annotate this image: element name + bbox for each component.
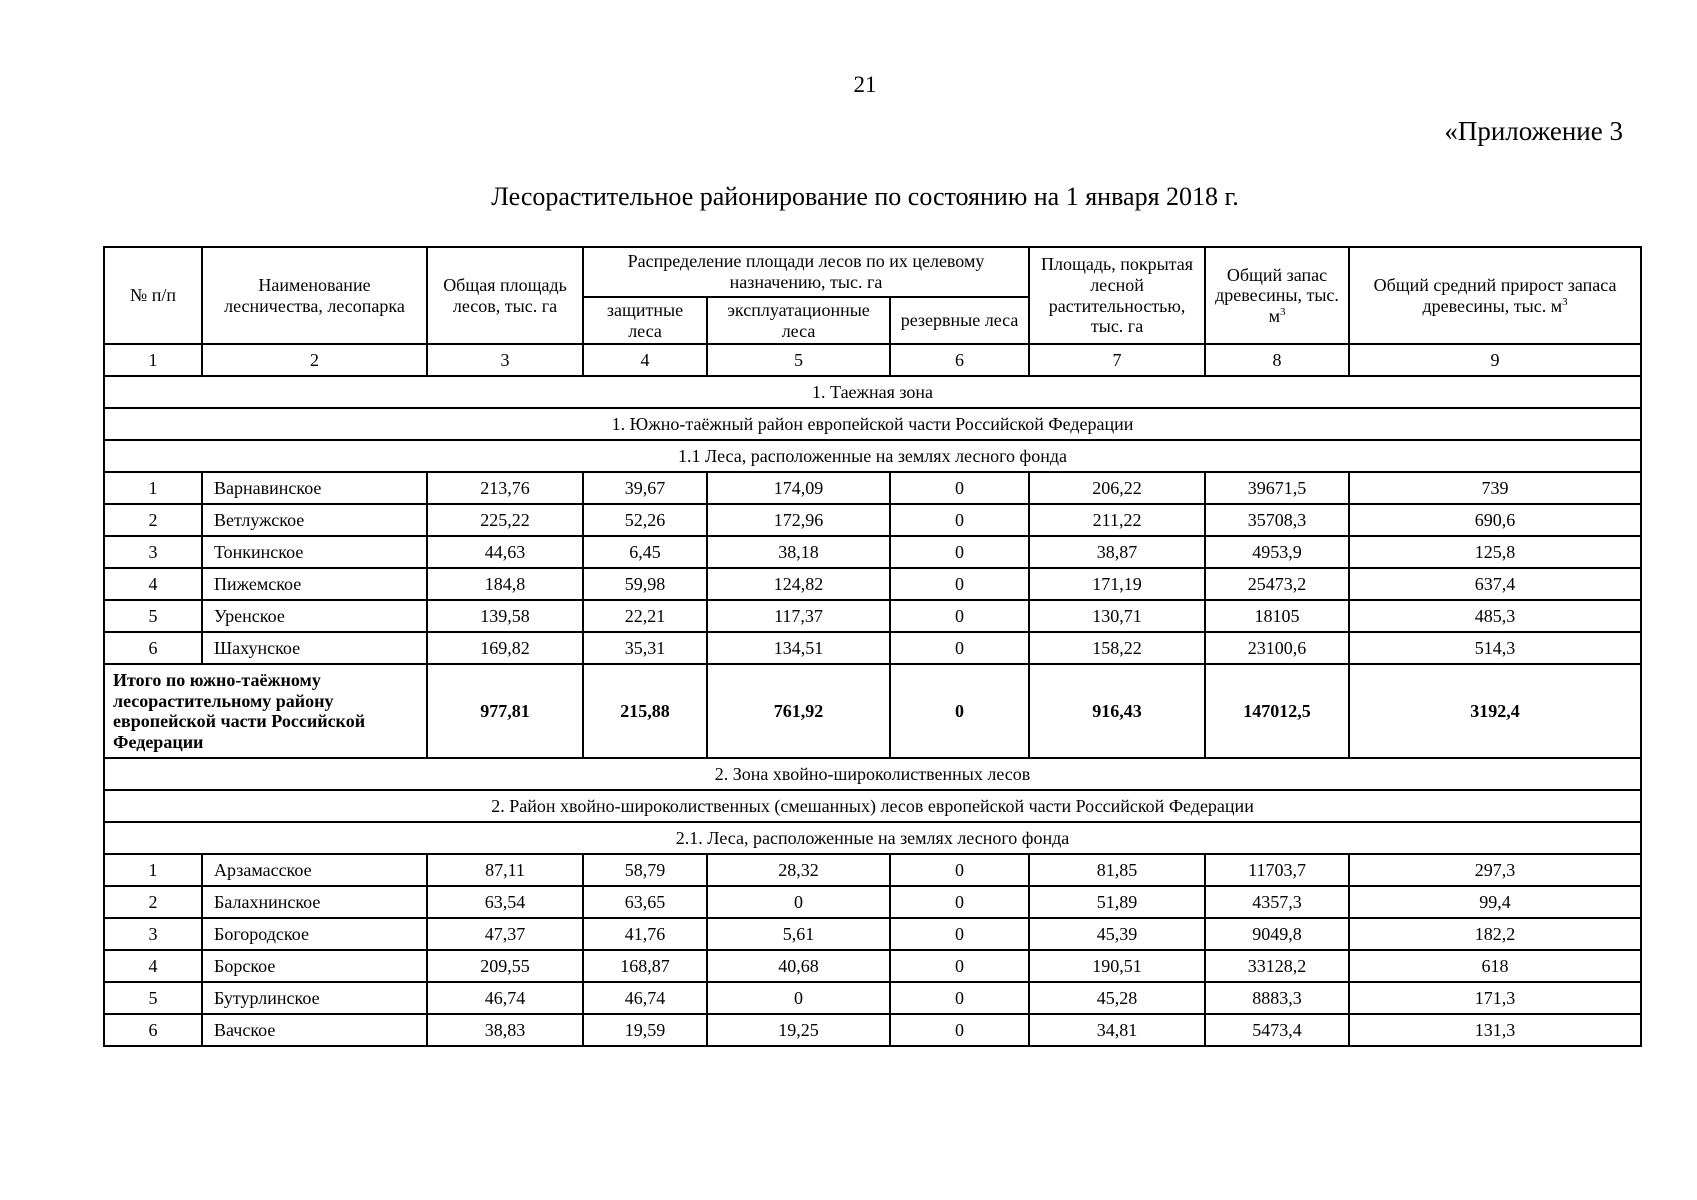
table-row	[104, 854, 1641, 886]
table-row	[104, 600, 1641, 632]
row-number: 5	[104, 600, 202, 632]
zone-1-total-row	[104, 664, 1641, 758]
row-protective: 35,31	[583, 632, 707, 664]
col-number: 1	[104, 344, 202, 376]
header-row	[104, 247, 1641, 297]
row-protective: 52,26	[583, 504, 707, 536]
row-protective: 22,21	[583, 600, 707, 632]
col-number: 4	[583, 344, 707, 376]
row-covered-area: 130,71	[1029, 600, 1205, 632]
row-wood-stock: 9049,8	[1205, 918, 1349, 950]
row-exploitation: 40,68	[707, 950, 890, 982]
row-number: 4	[104, 950, 202, 982]
region-2-row	[104, 790, 1641, 822]
table-row	[104, 886, 1641, 918]
row-number: 6	[104, 1014, 202, 1046]
row-total-area: 213,76	[427, 472, 583, 504]
row-total-area: 225,22	[427, 504, 583, 536]
total-total-area: 977,81	[427, 664, 583, 758]
row-growth: 131,3	[1349, 1014, 1641, 1046]
header-covered-area: Площадь, покрытая лесной растительностью, тыс. га	[1029, 247, 1205, 344]
row-number: 1	[104, 472, 202, 504]
row-name: Борское	[202, 950, 427, 982]
col-number: 9	[1349, 344, 1641, 376]
region-2-title: 2. Район хвойно-широколиственных (смешанных) лесов европейской части Российской Федерации	[104, 790, 1641, 822]
col-number: 3	[427, 344, 583, 376]
row-growth: 171,3	[1349, 982, 1641, 1014]
row-growth: 485,3	[1349, 600, 1641, 632]
table-row	[104, 536, 1641, 568]
row-growth: 514,3	[1349, 632, 1641, 664]
col-number: 5	[707, 344, 890, 376]
row-covered-area: 45,39	[1029, 918, 1205, 950]
row-covered-area: 171,19	[1029, 568, 1205, 600]
row-number: 3	[104, 536, 202, 568]
header-reserve: резервные леса	[890, 297, 1029, 344]
total-exploitation: 761,92	[707, 664, 890, 758]
row-exploitation: 174,09	[707, 472, 890, 504]
row-reserve: 0	[890, 886, 1029, 918]
row-wood-stock: 5473,4	[1205, 1014, 1349, 1046]
header-name: Наименование лесничества, лесопарка	[202, 247, 427, 344]
row-total-area: 184,8	[427, 568, 583, 600]
row-reserve: 0	[890, 536, 1029, 568]
header-protective: защитные леса	[583, 297, 707, 344]
total-label: Итого по южно-таёжному лесорастительному району европейской части Российской Федерации	[104, 664, 427, 758]
row-total-area: 169,82	[427, 632, 583, 664]
row-protective: 39,67	[583, 472, 707, 504]
col-number: 8	[1205, 344, 1349, 376]
table-row	[104, 918, 1641, 950]
header-growth: Общий средний прирост запаса древесины, тыс. $м^3$	[1349, 247, 1641, 344]
row-growth: 739	[1349, 472, 1641, 504]
row-growth: 125,8	[1349, 536, 1641, 568]
row-reserve: 0	[890, 982, 1029, 1014]
row-number: 3	[104, 918, 202, 950]
row-reserve: 0	[890, 504, 1029, 536]
table-row	[104, 1014, 1641, 1046]
row-name: Варнавинское	[202, 472, 427, 504]
row-name: Вачское	[202, 1014, 427, 1046]
row-total-area: 47,37	[427, 918, 583, 950]
total-reserve: 0	[890, 664, 1029, 758]
row-protective: 46,74	[583, 982, 707, 1014]
subsection-2-row	[104, 822, 1641, 854]
appendix-label: «Приложение 3	[1444, 116, 1623, 146]
header-total-area: Общая площадь лесов, тыс. га	[427, 247, 583, 344]
row-exploitation: 0	[707, 982, 890, 1014]
row-growth: 297,3	[1349, 854, 1641, 886]
row-number: 2	[104, 886, 202, 918]
total-covered-area: 916,43	[1029, 664, 1205, 758]
row-wood-stock: 33128,2	[1205, 950, 1349, 982]
row-number: 6	[104, 632, 202, 664]
zone-2-rows	[104, 854, 1641, 1046]
row-number: 2	[104, 504, 202, 536]
total-protective: 215,88	[583, 664, 707, 758]
row-protective: 6,45	[583, 536, 707, 568]
row-wood-stock: 25473,2	[1205, 568, 1349, 600]
table-row	[104, 632, 1641, 664]
row-covered-area: 206,22	[1029, 472, 1205, 504]
zone-1-row	[104, 376, 1641, 408]
header-distribution: Распределение площади лесов по их целевому назначению, тыс. га	[583, 247, 1029, 297]
header-num: № п/п	[104, 247, 202, 344]
row-total-area: 209,55	[427, 950, 583, 982]
zone-1-title: 1. Таежная зона	[104, 376, 1641, 408]
column-number-row	[104, 344, 1641, 376]
zone-2-title: 2. Зона хвойно-широколиственных лесов	[104, 758, 1641, 790]
row-covered-area: 81,85	[1029, 854, 1205, 886]
table-row	[104, 950, 1641, 982]
header-wood-stock: Общий запас древесины, тыс. $м^3$	[1205, 247, 1349, 344]
row-name: Шахунское	[202, 632, 427, 664]
row-exploitation: 134,51	[707, 632, 890, 664]
row-reserve: 0	[890, 950, 1029, 982]
row-growth: 182,2	[1349, 918, 1641, 950]
row-name: Богородское	[202, 918, 427, 950]
total-growth: 3192,4	[1349, 664, 1641, 758]
row-growth: 618	[1349, 950, 1641, 982]
row-exploitation: 5,61	[707, 918, 890, 950]
row-name: Уренское	[202, 600, 427, 632]
row-covered-area: 158,22	[1029, 632, 1205, 664]
row-wood-stock: 4357,3	[1205, 886, 1349, 918]
subsection-1-row	[104, 440, 1641, 472]
zone-2-row	[104, 758, 1641, 790]
col-number: 7	[1029, 344, 1205, 376]
row-reserve: 0	[890, 568, 1029, 600]
row-name: Ветлужское	[202, 504, 427, 536]
row-exploitation: 117,37	[707, 600, 890, 632]
row-growth: 637,4	[1349, 568, 1641, 600]
row-total-area: 63,54	[427, 886, 583, 918]
row-number: 4	[104, 568, 202, 600]
row-covered-area: 45,28	[1029, 982, 1205, 1014]
table-row	[104, 982, 1641, 1014]
row-wood-stock: 23100,6	[1205, 632, 1349, 664]
row-wood-stock: 8883,3	[1205, 982, 1349, 1014]
row-name: Пижемское	[202, 568, 427, 600]
row-covered-area: 51,89	[1029, 886, 1205, 918]
document-title: Лесорастительное районирование по состоянию на 1 января 2018 г.	[491, 182, 1239, 211]
row-reserve: 0	[890, 632, 1029, 664]
col-number: 2	[202, 344, 427, 376]
zone-1-rows	[104, 472, 1641, 664]
row-number: 1	[104, 854, 202, 886]
row-name: Бутурлинское	[202, 982, 427, 1014]
row-growth: 99,4	[1349, 886, 1641, 918]
row-wood-stock: 4953,9	[1205, 536, 1349, 568]
row-wood-stock: 11703,7	[1205, 854, 1349, 886]
forest-zoning-table	[103, 246, 1642, 1047]
region-1-row	[104, 408, 1641, 440]
row-protective: 58,79	[583, 854, 707, 886]
row-covered-area: 211,22	[1029, 504, 1205, 536]
row-exploitation: 0	[707, 886, 890, 918]
row-protective: 63,65	[583, 886, 707, 918]
row-exploitation: 28,32	[707, 854, 890, 886]
page-number: 21	[853, 72, 877, 97]
row-exploitation: 124,82	[707, 568, 890, 600]
row-protective: 19,59	[583, 1014, 707, 1046]
row-total-area: 44,63	[427, 536, 583, 568]
table-row	[104, 472, 1641, 504]
row-covered-area: 34,81	[1029, 1014, 1205, 1046]
row-exploitation: 19,25	[707, 1014, 890, 1046]
row-name: Арзамасское	[202, 854, 427, 886]
row-reserve: 0	[890, 472, 1029, 504]
table-row	[104, 568, 1641, 600]
subsection-2-title: 2.1. Леса, расположенные на землях лесного фонда	[104, 822, 1641, 854]
row-wood-stock: 35708,3	[1205, 504, 1349, 536]
row-exploitation: 38,18	[707, 536, 890, 568]
row-name: Балахнинское	[202, 886, 427, 918]
row-number: 5	[104, 982, 202, 1014]
row-exploitation: 172,96	[707, 504, 890, 536]
row-protective: 41,76	[583, 918, 707, 950]
col-number: 6	[890, 344, 1029, 376]
total-wood-stock: 147012,5	[1205, 664, 1349, 758]
row-growth: 690,6	[1349, 504, 1641, 536]
row-total-area: 38,83	[427, 1014, 583, 1046]
row-total-area: 87,11	[427, 854, 583, 886]
row-name: Тонкинское	[202, 536, 427, 568]
row-reserve: 0	[890, 854, 1029, 886]
region-1-title: 1. Южно-таёжный район европейской части Российской Федерации	[104, 408, 1641, 440]
row-total-area: 139,58	[427, 600, 583, 632]
header-exploitation: эксплуатационные леса	[707, 297, 890, 344]
subsection-1-title: 1.1 Леса, расположенные на землях лесного фонда	[104, 440, 1641, 472]
row-reserve: 0	[890, 600, 1029, 632]
row-covered-area: 38,87	[1029, 536, 1205, 568]
row-reserve: 0	[890, 918, 1029, 950]
table-row	[104, 504, 1641, 536]
row-wood-stock: 18105	[1205, 600, 1349, 632]
row-total-area: 46,74	[427, 982, 583, 1014]
row-protective: 59,98	[583, 568, 707, 600]
row-reserve: 0	[890, 1014, 1029, 1046]
row-wood-stock: 39671,5	[1205, 472, 1349, 504]
row-covered-area: 190,51	[1029, 950, 1205, 982]
row-protective: 168,87	[583, 950, 707, 982]
